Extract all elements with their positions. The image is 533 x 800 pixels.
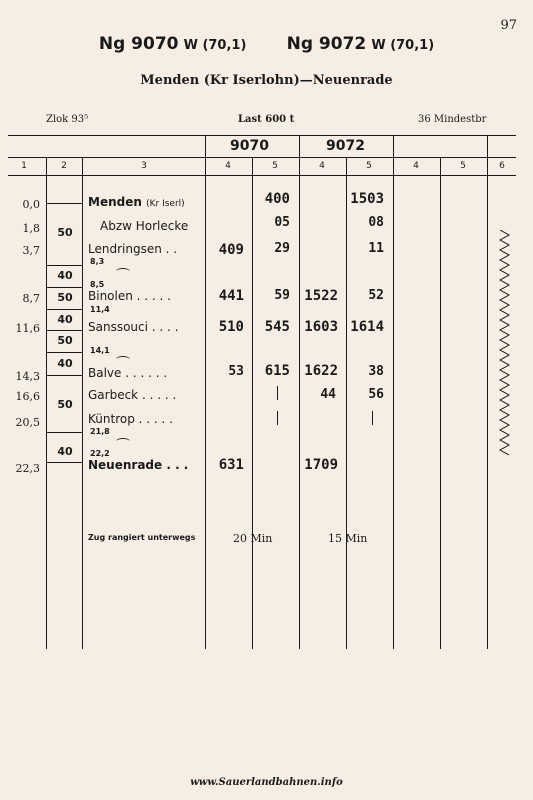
shunting-time: 15 Min [328,532,368,545]
gradient-value: 8,5 [90,280,105,289]
station-name: Lendringsen . . [88,242,178,256]
shunting-time: 20 Min [233,532,273,545]
departure-time: 1614 [350,319,384,335]
brakes-info: 36 Mindestbr [418,114,487,125]
arrival-time: 53 [228,364,244,379]
speed-limit: 40 [57,445,73,458]
footer-watermark: www.Sauerlandbahnen.info [190,777,343,788]
load-info: Last 600 t [238,114,295,125]
page-title [0,34,533,54]
km-value: 22,3 [15,462,40,475]
arrival-time: 441 [218,288,244,304]
table-top-rule [8,135,516,136]
departure-time: 08 [368,215,384,230]
gradient-value: 22,2 [90,449,110,458]
col-divider [205,135,206,649]
arrival-time: 409 [218,242,244,258]
pass-through-mark [277,411,278,425]
col-divider [252,157,253,649]
speed-limit: 40 [57,269,73,282]
curve-mark [116,356,130,363]
col-divider [440,157,441,649]
speed-limit: 50 [57,398,73,411]
speed-limit: 50 [57,291,73,304]
zigzag-mark [497,230,513,460]
page-number: 97 [500,18,517,33]
gradient-value: 14,1 [90,346,110,355]
speed-divider [46,352,82,353]
speed-divider [46,203,82,204]
departure-time: 29 [274,241,290,256]
curve-mark [116,438,130,445]
arrival-time: 1522 [304,288,338,304]
train2-title: Ng 9072 [286,34,367,54]
km-value: 20,5 [15,416,40,429]
column-number: 5 [366,161,372,171]
pass-through-mark [372,411,373,425]
departure-time: 615 [264,363,290,379]
speed-limit: 50 [57,334,73,347]
column-number: 6 [499,161,505,171]
col-divider [393,135,394,649]
col-divider [487,135,488,649]
column-number: 5 [272,161,278,171]
km-value: 8,7 [22,292,40,305]
speed-limit: 40 [57,313,73,326]
train1-suffix: W (70,1) [183,38,247,53]
speed-divider [46,287,82,288]
station-label: Menden [88,195,142,209]
col-divider [46,157,47,649]
departure-time: 52 [368,288,384,303]
speed-divider [46,309,82,310]
departure-time: 59 [274,288,290,303]
departure-time: 38 [368,364,384,379]
train2-suffix: W (70,1) [371,38,435,53]
km-value: 16,6 [15,390,40,403]
station-name: Abzw Horlecke [100,219,189,233]
speed-divider [46,375,82,376]
column-number: 4 [319,161,325,171]
speed-divider [46,330,82,331]
speed-divider [46,462,82,463]
shunting-note: Zug rangiert unterwegs [88,533,196,542]
speed-limit: 50 [57,226,73,239]
km-value: 11,6 [15,322,40,335]
curve-mark [116,268,130,275]
gradient-value: 8,3 [90,257,105,266]
departure-time: 56 [368,387,384,402]
pass-through-mark [277,386,278,400]
km-value: 14,3 [15,370,40,383]
departure-time: 400 [264,191,290,207]
arrival-time: 1709 [304,457,338,473]
departure-time: 11 [368,241,384,256]
station-name [88,195,185,209]
departure-time: 1503 [350,191,384,207]
arrival-time: 1622 [304,363,338,379]
speed-divider [46,265,82,266]
train1-title: Ng 9070 [98,34,179,54]
col-divider [82,157,83,649]
speed-limit: 40 [57,357,73,370]
gradient-value: 21,8 [90,427,110,436]
train-number-header: 9070 [230,138,269,154]
arrival-time: 1603 [304,319,338,335]
station-name: Sanssouci . . . . [88,320,179,334]
column-number: 2 [61,161,67,171]
station-name: Balve . . . . . . [88,366,168,380]
arrival-time: 510 [218,319,244,335]
arrival-time: 44 [320,387,336,402]
col-divider [346,157,347,649]
column-number: 5 [460,161,466,171]
station-name: Küntrop . . . . . [88,412,173,426]
speed-divider [46,432,82,433]
km-value: 0,0 [22,198,40,211]
column-number: 4 [413,161,419,171]
route-title: Menden (Kr Iserlohn)—Neuenrade [140,73,393,88]
station-name: Neuenrade . . . [88,458,189,472]
departure-time: 545 [264,319,290,335]
train-number-header: 9072 [326,138,365,154]
station-name: Binolen . . . . . [88,289,171,303]
km-value: 3,7 [22,244,40,257]
column-number: 3 [141,161,147,171]
gradient-value: 11,4 [90,305,110,314]
column-number: 4 [225,161,231,171]
departure-time: 05 [274,215,290,230]
arrival-time: 631 [218,457,244,473]
column-number: 1 [21,161,27,171]
station-note: (Kr Iserl) [146,199,185,209]
locomotive-info: Zlok 93⁵ [46,114,89,125]
station-name: Garbeck . . . . . [88,388,177,402]
km-value: 1,8 [22,222,40,235]
